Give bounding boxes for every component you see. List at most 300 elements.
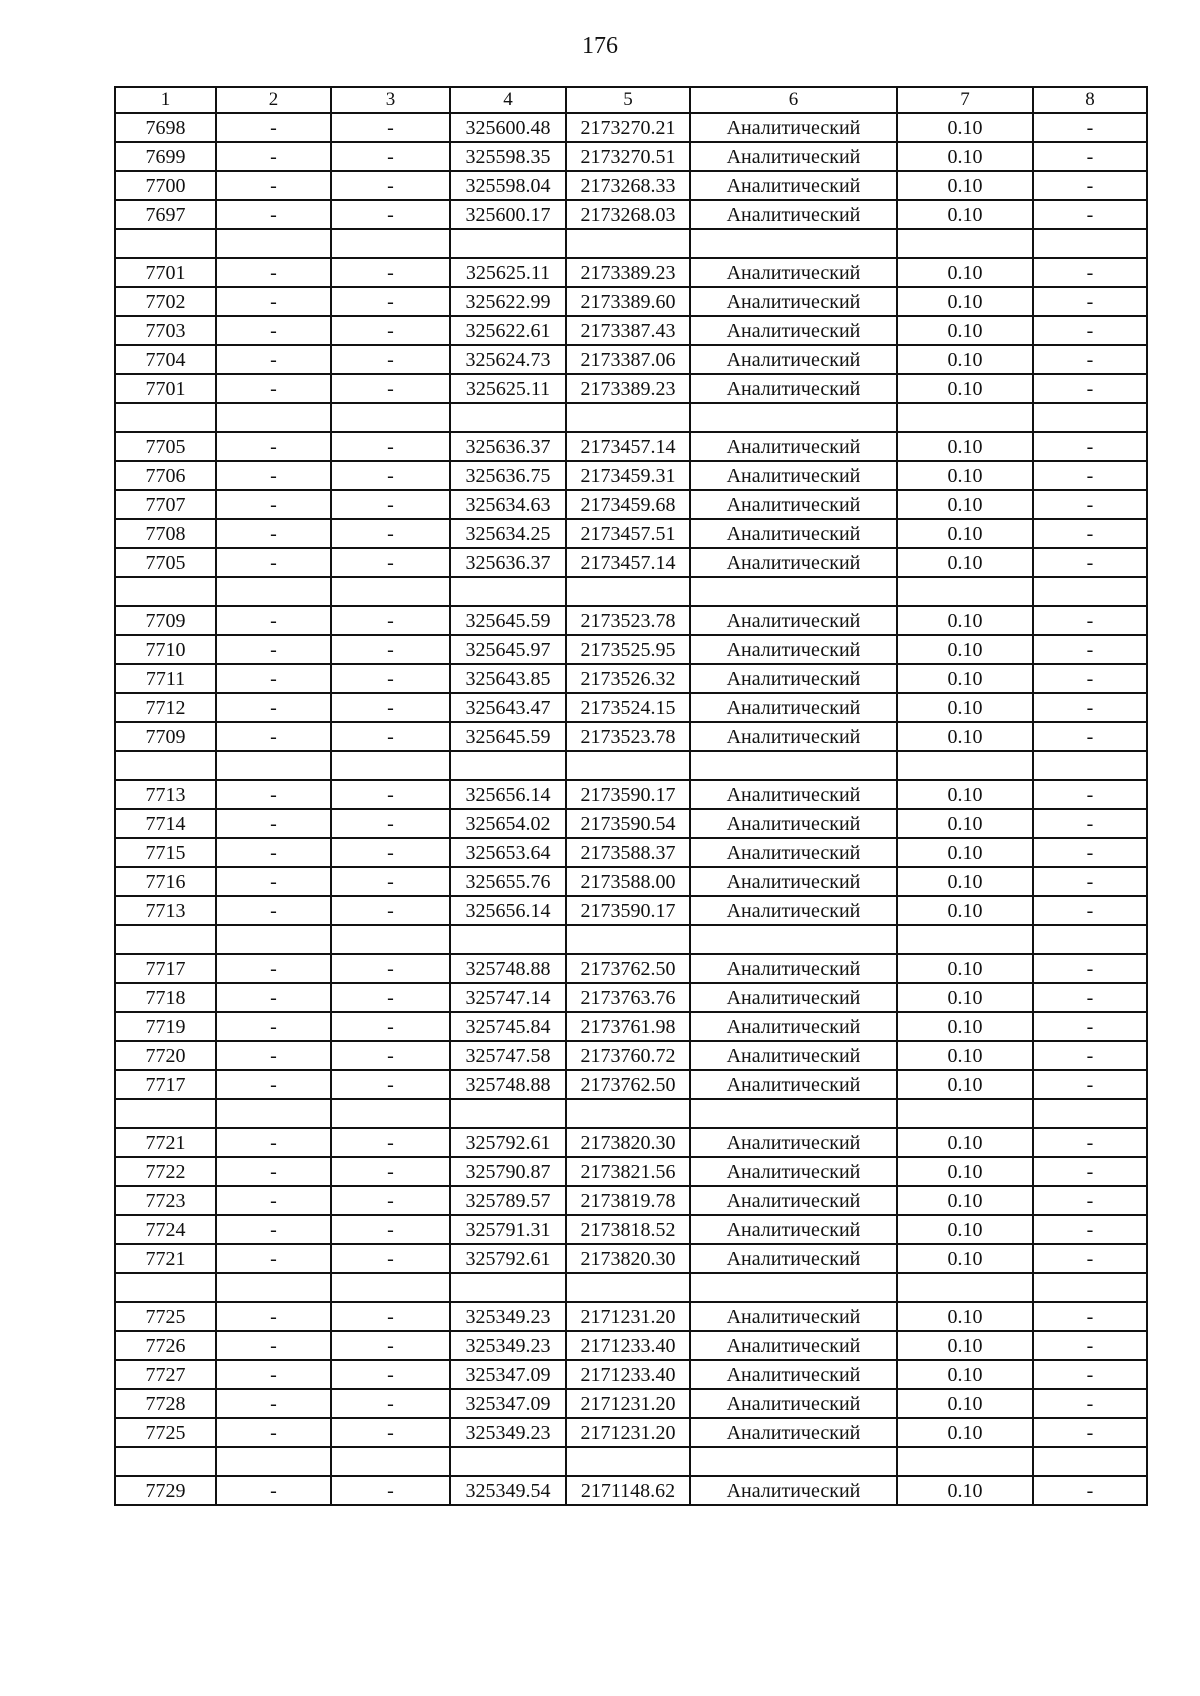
table-cell-col-2: -	[216, 722, 331, 751]
spacer-row	[115, 1447, 1147, 1476]
table-cell-col-8: -	[1033, 1041, 1147, 1070]
table-cell-col-3: -	[331, 838, 450, 867]
table-cell-col-4: 325745.84	[450, 1012, 566, 1041]
table-cell-col-1: 7701	[115, 258, 216, 287]
table-cell-col-3: -	[331, 1215, 450, 1244]
table-cell-col-1: 7703	[115, 316, 216, 345]
empty-cell	[450, 403, 566, 432]
table-cell-col-7: 0.10	[897, 1186, 1033, 1215]
table-cell-col-1: 7722	[115, 1157, 216, 1186]
table-cell-col-7: 0.10	[897, 1215, 1033, 1244]
table-cell-col-4: 325625.11	[450, 258, 566, 287]
table-cell-col-8: -	[1033, 1389, 1147, 1418]
table-cell-col-8: -	[1033, 983, 1147, 1012]
table-row	[115, 1157, 1147, 1186]
table-row	[115, 432, 1147, 461]
table-row	[115, 1128, 1147, 1157]
empty-cell	[331, 1273, 450, 1302]
table-cell-col-7: 0.10	[897, 722, 1033, 751]
table-cell-col-1: 7707	[115, 490, 216, 519]
empty-cell	[1033, 229, 1147, 258]
table-cell-col-2: -	[216, 1070, 331, 1099]
table-cell-col-4: 325789.57	[450, 1186, 566, 1215]
table-cell-col-2: -	[216, 142, 331, 171]
table-cell-col-2: -	[216, 258, 331, 287]
column-header-3: 3	[331, 87, 450, 113]
table-cell-col-8: -	[1033, 722, 1147, 751]
empty-cell	[566, 229, 690, 258]
table-cell-col-6: Аналитический	[690, 809, 897, 838]
table-row	[115, 490, 1147, 519]
table-row	[115, 1360, 1147, 1389]
table-cell-col-6: Аналитический	[690, 1128, 897, 1157]
table-cell-col-4: 325349.23	[450, 1418, 566, 1447]
spacer-row	[115, 751, 1147, 780]
table-row	[115, 1389, 1147, 1418]
table-cell-col-5: 2173457.14	[566, 432, 690, 461]
table-cell-col-8: -	[1033, 1128, 1147, 1157]
table-cell-col-4: 325643.85	[450, 664, 566, 693]
table-cell-col-6: Аналитический	[690, 200, 897, 229]
table-cell-col-7: 0.10	[897, 1157, 1033, 1186]
table-cell-col-3: -	[331, 1389, 450, 1418]
table-cell-col-1: 7725	[115, 1302, 216, 1331]
table-cell-col-8: -	[1033, 1476, 1147, 1505]
table-cell-col-8: -	[1033, 1418, 1147, 1447]
table-cell-col-5: 2173459.68	[566, 490, 690, 519]
table-cell-col-5: 2173525.95	[566, 635, 690, 664]
table-cell-col-3: -	[331, 693, 450, 722]
table-cell-col-3: -	[331, 1331, 450, 1360]
table-cell-col-3: -	[331, 171, 450, 200]
table-cell-col-5: 2173590.17	[566, 780, 690, 809]
table-row	[115, 896, 1147, 925]
empty-cell	[690, 577, 897, 606]
table-cell-col-6: Аналитический	[690, 1476, 897, 1505]
table-row	[115, 113, 1147, 142]
table-cell-col-1: 7709	[115, 722, 216, 751]
table-cell-col-2: -	[216, 635, 331, 664]
table-cell-col-4: 325634.25	[450, 519, 566, 548]
table-cell-col-5: 2171233.40	[566, 1331, 690, 1360]
table-cell-col-2: -	[216, 345, 331, 374]
empty-cell	[331, 403, 450, 432]
spacer-row	[115, 403, 1147, 432]
table-cell-col-3: -	[331, 780, 450, 809]
table-cell-col-2: -	[216, 983, 331, 1012]
table-cell-col-6: Аналитический	[690, 374, 897, 403]
table-cell-col-7: 0.10	[897, 838, 1033, 867]
table-cell-col-2: -	[216, 809, 331, 838]
table-cell-col-5: 2173523.78	[566, 606, 690, 635]
table-cell-col-7: 0.10	[897, 693, 1033, 722]
table-cell-col-2: -	[216, 1476, 331, 1505]
empty-cell	[1033, 751, 1147, 780]
table-cell-col-8: -	[1033, 664, 1147, 693]
empty-cell	[690, 403, 897, 432]
table-row	[115, 983, 1147, 1012]
table-cell-col-6: Аналитический	[690, 1302, 897, 1331]
empty-cell	[1033, 925, 1147, 954]
table-cell-col-3: -	[331, 490, 450, 519]
empty-cell	[216, 577, 331, 606]
table-cell-col-5: 2173761.98	[566, 1012, 690, 1041]
column-header-1: 1	[115, 87, 216, 113]
table-cell-col-7: 0.10	[897, 548, 1033, 577]
table-cell-col-3: -	[331, 374, 450, 403]
table-cell-col-7: 0.10	[897, 1389, 1033, 1418]
table-cell-col-6: Аналитический	[690, 548, 897, 577]
table-cell-col-6: Аналитический	[690, 954, 897, 983]
table-cell-col-4: 325645.59	[450, 722, 566, 751]
table-cell-col-8: -	[1033, 1070, 1147, 1099]
table-cell-col-3: -	[331, 432, 450, 461]
table-cell-col-3: -	[331, 548, 450, 577]
table-cell-col-2: -	[216, 316, 331, 345]
table-cell-col-7: 0.10	[897, 258, 1033, 287]
empty-cell	[331, 229, 450, 258]
table-row	[115, 780, 1147, 809]
table-row	[115, 867, 1147, 896]
table-row	[115, 171, 1147, 200]
table-cell-col-6: Аналитический	[690, 519, 897, 548]
empty-cell	[897, 925, 1033, 954]
table-cell-col-3: -	[331, 722, 450, 751]
empty-cell	[690, 229, 897, 258]
empty-cell	[1033, 403, 1147, 432]
table-cell-col-8: -	[1033, 316, 1147, 345]
table-cell-col-5: 2171231.20	[566, 1302, 690, 1331]
table-cell-col-2: -	[216, 1215, 331, 1244]
table-cell-col-1: 7723	[115, 1186, 216, 1215]
table-cell-col-7: 0.10	[897, 983, 1033, 1012]
table-cell-col-6: Аналитический	[690, 1041, 897, 1070]
table-cell-col-2: -	[216, 461, 331, 490]
table-cell-col-2: -	[216, 954, 331, 983]
empty-cell	[216, 1099, 331, 1128]
empty-cell	[115, 1099, 216, 1128]
table-cell-col-5: 2173524.15	[566, 693, 690, 722]
table-cell-col-1: 7728	[115, 1389, 216, 1418]
table-cell-col-1: 7721	[115, 1128, 216, 1157]
table-cell-col-4: 325748.88	[450, 954, 566, 983]
table-cell-col-6: Аналитический	[690, 113, 897, 142]
table-cell-col-1: 7720	[115, 1041, 216, 1070]
table-cell-col-6: Аналитический	[690, 1418, 897, 1447]
table-cell-col-6: Аналитический	[690, 606, 897, 635]
table-cell-col-2: -	[216, 1128, 331, 1157]
table-cell-col-8: -	[1033, 1186, 1147, 1215]
table-cell-col-6: Аналитический	[690, 142, 897, 171]
table-cell-col-8: -	[1033, 1244, 1147, 1273]
empty-cell	[331, 925, 450, 954]
table-cell-col-1: 7713	[115, 780, 216, 809]
table-cell-col-6: Аналитический	[690, 345, 897, 374]
table-cell-col-3: -	[331, 1360, 450, 1389]
table-cell-col-3: -	[331, 664, 450, 693]
table-cell-col-4: 325349.23	[450, 1302, 566, 1331]
table-cell-col-1: 7710	[115, 635, 216, 664]
empty-cell	[450, 1273, 566, 1302]
table-cell-col-1: 7715	[115, 838, 216, 867]
table-cell-col-3: -	[331, 896, 450, 925]
table-row	[115, 461, 1147, 490]
table-row	[115, 374, 1147, 403]
table-cell-col-2: -	[216, 1012, 331, 1041]
table-cell-col-8: -	[1033, 780, 1147, 809]
empty-cell	[450, 925, 566, 954]
table-cell-col-3: -	[331, 345, 450, 374]
table-cell-col-2: -	[216, 1041, 331, 1070]
table-cell-col-5: 2173270.21	[566, 113, 690, 142]
table-cell-col-6: Аналитический	[690, 780, 897, 809]
table-cell-col-7: 0.10	[897, 287, 1033, 316]
table-cell-col-8: -	[1033, 171, 1147, 200]
table-row	[115, 1244, 1147, 1273]
table-cell-col-1: 7697	[115, 200, 216, 229]
table-cell-col-7: 0.10	[897, 316, 1033, 345]
empty-cell	[690, 925, 897, 954]
header-row	[115, 87, 1147, 113]
table-cell-col-2: -	[216, 1244, 331, 1273]
table-cell-col-7: 0.10	[897, 1012, 1033, 1041]
table-cell-col-8: -	[1033, 113, 1147, 142]
empty-cell	[897, 751, 1033, 780]
table-cell-col-5: 2173459.31	[566, 461, 690, 490]
table-cell-col-8: -	[1033, 606, 1147, 635]
table-cell-col-3: -	[331, 200, 450, 229]
empty-cell	[216, 1273, 331, 1302]
table-cell-col-3: -	[331, 954, 450, 983]
empty-cell	[897, 403, 1033, 432]
table-cell-col-6: Аналитический	[690, 461, 897, 490]
table-cell-col-4: 325653.64	[450, 838, 566, 867]
table-cell-col-2: -	[216, 1157, 331, 1186]
table-row	[115, 345, 1147, 374]
table-cell-col-6: Аналитический	[690, 896, 897, 925]
table-cell-col-1: 7700	[115, 171, 216, 200]
table-cell-col-7: 0.10	[897, 490, 1033, 519]
table-cell-col-7: 0.10	[897, 635, 1033, 664]
table-cell-col-3: -	[331, 258, 450, 287]
table-cell-col-2: -	[216, 1186, 331, 1215]
table-cell-col-7: 0.10	[897, 1331, 1033, 1360]
table-cell-col-5: 2173590.54	[566, 809, 690, 838]
table-cell-col-2: -	[216, 606, 331, 635]
empty-cell	[566, 1099, 690, 1128]
table-cell-col-7: 0.10	[897, 461, 1033, 490]
table-cell-col-4: 325598.04	[450, 171, 566, 200]
table-row	[115, 548, 1147, 577]
table-cell-col-8: -	[1033, 1360, 1147, 1389]
empty-cell	[690, 751, 897, 780]
table-cell-col-2: -	[216, 171, 331, 200]
table-cell-col-3: -	[331, 142, 450, 171]
table-cell-col-6: Аналитический	[690, 316, 897, 345]
table-cell-col-5: 2173762.50	[566, 1070, 690, 1099]
empty-cell	[566, 751, 690, 780]
page-number: 176	[582, 33, 618, 59]
table-cell-col-5: 2173763.76	[566, 983, 690, 1012]
table-cell-col-7: 0.10	[897, 1128, 1033, 1157]
spacer-row	[115, 925, 1147, 954]
table-cell-col-4: 325347.09	[450, 1389, 566, 1418]
table-row	[115, 1041, 1147, 1070]
table-cell-col-3: -	[331, 519, 450, 548]
table-cell-col-5: 2173588.00	[566, 867, 690, 896]
table-cell-col-2: -	[216, 838, 331, 867]
table-cell-col-5: 2173389.23	[566, 258, 690, 287]
table-cell-col-1: 7726	[115, 1331, 216, 1360]
column-header-6: 6	[690, 87, 897, 113]
table-cell-col-5: 2173760.72	[566, 1041, 690, 1070]
table-cell-col-6: Аналитический	[690, 1244, 897, 1273]
table-cell-col-4: 325643.47	[450, 693, 566, 722]
table-row	[115, 316, 1147, 345]
table-row	[115, 722, 1147, 751]
table-cell-col-2: -	[216, 1302, 331, 1331]
table-cell-col-8: -	[1033, 432, 1147, 461]
empty-cell	[331, 1099, 450, 1128]
table-cell-col-4: 325636.37	[450, 548, 566, 577]
table-cell-col-5: 2173820.30	[566, 1244, 690, 1273]
empty-cell	[690, 1099, 897, 1128]
table-cell-col-3: -	[331, 1012, 450, 1041]
column-header-8: 8	[1033, 87, 1147, 113]
table-cell-col-7: 0.10	[897, 954, 1033, 983]
table-cell-col-3: -	[331, 867, 450, 896]
table-cell-col-8: -	[1033, 519, 1147, 548]
table-cell-col-8: -	[1033, 142, 1147, 171]
table-cell-col-2: -	[216, 519, 331, 548]
table-cell-col-6: Аналитический	[690, 490, 897, 519]
table-row	[115, 1418, 1147, 1447]
table-cell-col-6: Аналитический	[690, 171, 897, 200]
table-cell-col-7: 0.10	[897, 200, 1033, 229]
table-cell-col-1: 7701	[115, 374, 216, 403]
table-cell-col-2: -	[216, 432, 331, 461]
table-cell-col-7: 0.10	[897, 1244, 1033, 1273]
table-cell-col-1: 7702	[115, 287, 216, 316]
table-cell-col-8: -	[1033, 896, 1147, 925]
empty-cell	[450, 1447, 566, 1476]
table-cell-col-6: Аналитический	[690, 983, 897, 1012]
table-cell-col-2: -	[216, 664, 331, 693]
table-cell-col-3: -	[331, 1302, 450, 1331]
table-cell-col-8: -	[1033, 1157, 1147, 1186]
table-cell-col-4: 325792.61	[450, 1128, 566, 1157]
empty-cell	[115, 403, 216, 432]
table-cell-col-4: 325747.14	[450, 983, 566, 1012]
spacer-row	[115, 1273, 1147, 1302]
table-cell-col-5: 2173270.51	[566, 142, 690, 171]
table-cell-col-7: 0.10	[897, 345, 1033, 374]
table-cell-col-4: 325748.88	[450, 1070, 566, 1099]
table-cell-col-8: -	[1033, 345, 1147, 374]
table-cell-col-4: 325792.61	[450, 1244, 566, 1273]
table-cell-col-3: -	[331, 809, 450, 838]
table-cell-col-8: -	[1033, 693, 1147, 722]
table-cell-col-4: 325349.23	[450, 1331, 566, 1360]
table-cell-col-7: 0.10	[897, 519, 1033, 548]
table-cell-col-6: Аналитический	[690, 1070, 897, 1099]
table-row	[115, 142, 1147, 171]
table-cell-col-6: Аналитический	[690, 664, 897, 693]
table-cell-col-6: Аналитический	[690, 722, 897, 751]
table-cell-col-3: -	[331, 1070, 450, 1099]
table-cell-col-8: -	[1033, 838, 1147, 867]
table-row	[115, 1012, 1147, 1041]
empty-cell	[1033, 1099, 1147, 1128]
empty-cell	[897, 577, 1033, 606]
table-cell-col-1: 7704	[115, 345, 216, 374]
table-cell-col-2: -	[216, 374, 331, 403]
table-cell-col-4: 325622.61	[450, 316, 566, 345]
empty-cell	[566, 403, 690, 432]
table-cell-col-5: 2173590.17	[566, 896, 690, 925]
table-cell-col-5: 2173387.06	[566, 345, 690, 374]
table-cell-col-6: Аналитический	[690, 1331, 897, 1360]
table-cell-col-4: 325600.17	[450, 200, 566, 229]
table-cell-col-8: -	[1033, 1012, 1147, 1041]
table-cell-col-2: -	[216, 287, 331, 316]
table-cell-col-2: -	[216, 896, 331, 925]
table-row	[115, 1476, 1147, 1505]
table-cell-col-8: -	[1033, 635, 1147, 664]
table-cell-col-4: 325645.97	[450, 635, 566, 664]
table-cell-col-8: -	[1033, 548, 1147, 577]
table-cell-col-7: 0.10	[897, 374, 1033, 403]
table-cell-col-4: 325656.14	[450, 780, 566, 809]
empty-cell	[216, 403, 331, 432]
table-cell-col-8: -	[1033, 1331, 1147, 1360]
table-cell-col-6: Аналитический	[690, 867, 897, 896]
empty-cell	[331, 751, 450, 780]
table-cell-col-7: 0.10	[897, 1070, 1033, 1099]
table-row	[115, 606, 1147, 635]
empty-cell	[115, 1447, 216, 1476]
table-cell-col-6: Аналитический	[690, 432, 897, 461]
table-cell-col-5: 2173820.30	[566, 1128, 690, 1157]
empty-cell	[216, 229, 331, 258]
table-row	[115, 1070, 1147, 1099]
empty-cell	[115, 751, 216, 780]
empty-cell	[897, 1099, 1033, 1128]
table-cell-col-5: 2171231.20	[566, 1418, 690, 1447]
empty-cell	[1033, 1273, 1147, 1302]
table-cell-col-5: 2173268.03	[566, 200, 690, 229]
table-cell-col-1: 7719	[115, 1012, 216, 1041]
table-cell-col-7: 0.10	[897, 606, 1033, 635]
empty-cell	[450, 577, 566, 606]
table-cell-col-6: Аналитический	[690, 1157, 897, 1186]
table-row	[115, 693, 1147, 722]
table-cell-col-3: -	[331, 1476, 450, 1505]
table-cell-col-6: Аналитический	[690, 1012, 897, 1041]
table-cell-col-4: 325636.37	[450, 432, 566, 461]
table-cell-col-7: 0.10	[897, 867, 1033, 896]
table-cell-col-2: -	[216, 1389, 331, 1418]
spacer-row	[115, 577, 1147, 606]
table-cell-col-6: Аналитический	[690, 258, 897, 287]
table-cell-col-7: 0.10	[897, 171, 1033, 200]
table-cell-col-6: Аналитический	[690, 1215, 897, 1244]
table-cell-col-3: -	[331, 1244, 450, 1273]
table-cell-col-5: 2173457.14	[566, 548, 690, 577]
column-header-5: 5	[566, 87, 690, 113]
table-row	[115, 635, 1147, 664]
table-cell-col-1: 7699	[115, 142, 216, 171]
